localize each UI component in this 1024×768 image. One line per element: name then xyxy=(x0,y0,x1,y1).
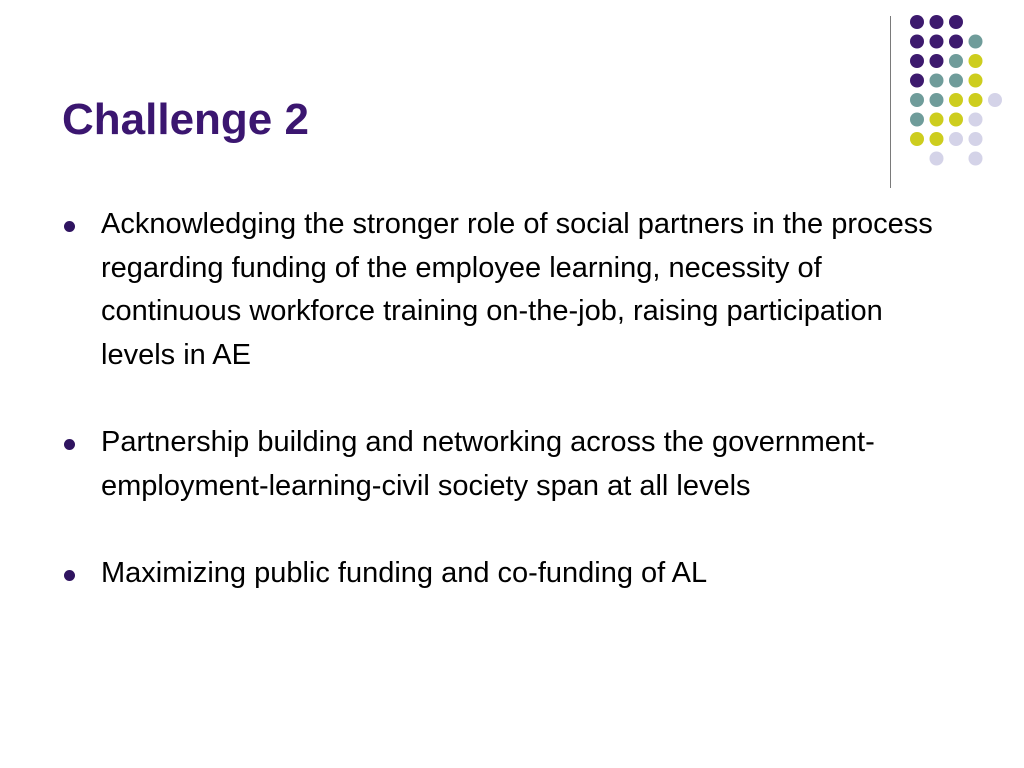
bullet-icon xyxy=(64,221,75,232)
decorative-dot xyxy=(949,93,963,107)
decorative-dot xyxy=(930,35,944,49)
bullet-text: Acknowledging the stronger role of social partners in the process regarding funding of the employee learning, necessity of continuous workforce training on-the-job, raising participation levels in AE xyxy=(101,208,933,371)
bullet-list xyxy=(64,203,964,596)
bullet-text: Maximizing public funding and co-funding of AL xyxy=(101,557,708,589)
decorative-dot xyxy=(930,15,944,29)
decorative-dot xyxy=(969,152,983,166)
decorative-dot xyxy=(910,113,924,127)
bullet-item xyxy=(64,552,964,596)
decorative-dot xyxy=(969,93,983,107)
decorative-dot xyxy=(949,54,963,68)
decorative-dot xyxy=(910,35,924,49)
decorative-dot xyxy=(930,152,944,166)
bullet-icon xyxy=(64,439,75,450)
decorative-dot xyxy=(988,93,1002,107)
bullet-text: Partnership building and networking across the government-employment-learning-civil society span at all levels xyxy=(101,426,875,502)
decorative-dot xyxy=(930,113,944,127)
decorative-dot xyxy=(969,132,983,146)
decorative-dot xyxy=(969,74,983,88)
decorative-dot xyxy=(910,15,924,29)
decorative-dot xyxy=(949,113,963,127)
decorative-dot xyxy=(969,113,983,127)
bullet-item xyxy=(64,421,964,508)
decorative-dot xyxy=(969,35,983,49)
decorative-dot xyxy=(910,54,924,68)
decorative-dot xyxy=(930,54,944,68)
decorative-dot xyxy=(949,35,963,49)
decorative-dot xyxy=(910,74,924,88)
decorative-dot xyxy=(969,54,983,68)
decorative-dot xyxy=(910,93,924,107)
decorative-dot xyxy=(930,74,944,88)
title-divider xyxy=(890,16,891,188)
decorative-dot xyxy=(930,93,944,107)
slide-title: Challenge 2 xyxy=(62,95,309,144)
decorative-dot xyxy=(949,74,963,88)
decorative-dot xyxy=(930,132,944,146)
bullet-item xyxy=(64,203,964,377)
decorative-dot xyxy=(949,15,963,29)
bullet-icon xyxy=(64,570,75,581)
decorative-dot xyxy=(949,132,963,146)
decorative-dot xyxy=(910,132,924,146)
